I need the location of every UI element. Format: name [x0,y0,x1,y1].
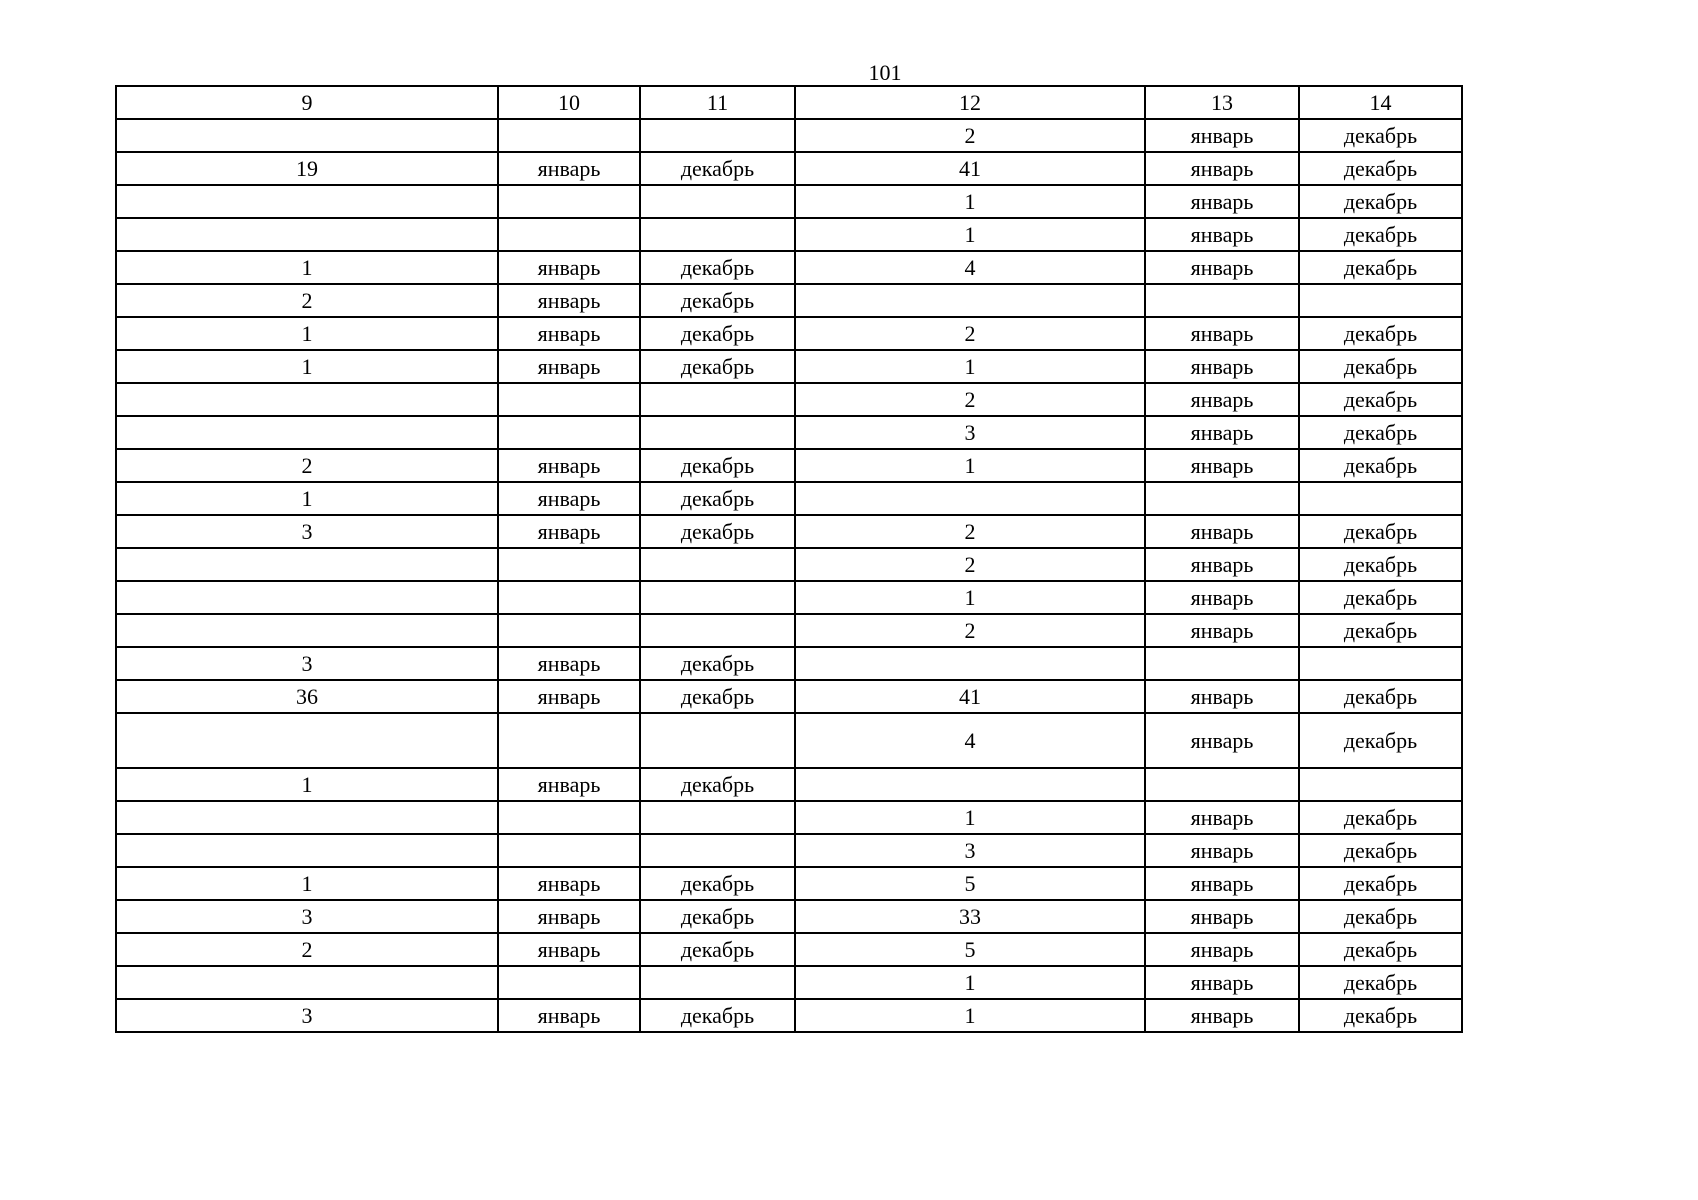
table-cell: январь [498,515,640,548]
table-cell: 2 [116,449,498,482]
table-cell: 3 [116,515,498,548]
table-cell: январь [1145,933,1299,966]
table-cell: январь [1145,317,1299,350]
table-cell [498,218,640,251]
table-cell: декабрь [640,768,795,801]
table-cell: январь [1145,383,1299,416]
table-cell: январь [1145,834,1299,867]
table-cell [640,416,795,449]
table-cell: декабрь [640,251,795,284]
table-cell [1299,284,1462,317]
table-cell [1299,482,1462,515]
table-cell [116,548,498,581]
table-cell: декабрь [1299,614,1462,647]
table-row [116,900,1462,933]
table-cell [116,119,498,152]
table-cell: декабрь [1299,834,1462,867]
table-cell: январь [1145,614,1299,647]
table-cell: январь [498,449,640,482]
table-cell [498,614,640,647]
table-cell [640,834,795,867]
table-cell: 41 [795,152,1145,185]
table-row [116,317,1462,350]
table-cell: 3 [795,416,1145,449]
table-cell [498,416,640,449]
table-cell [116,713,498,768]
table-cell: январь [498,900,640,933]
table-cell [795,482,1145,515]
table-cell [498,185,640,218]
table-cell [640,548,795,581]
table-cell [1145,647,1299,680]
table-cell [116,383,498,416]
table-cell: 1 [116,768,498,801]
table-cell: декабрь [640,449,795,482]
table-cell: 3 [116,999,498,1032]
table-cell: январь [1145,801,1299,834]
table-cell: январь [1145,999,1299,1032]
table-cell: 2 [116,933,498,966]
table-cell: декабрь [640,482,795,515]
table-cell: январь [498,482,640,515]
table-row [116,383,1462,416]
table-row [116,482,1462,515]
table-cell: январь [498,768,640,801]
table-cell: декабрь [640,350,795,383]
table-cell: декабрь [1299,680,1462,713]
table-cell: 1 [116,350,498,383]
table-cell: декабрь [1299,185,1462,218]
table-cell [116,218,498,251]
table-cell: 2 [116,284,498,317]
table-cell: январь [498,350,640,383]
table-header-row [116,86,1462,119]
table-row [116,152,1462,185]
column-header: 10 [498,86,640,119]
table-cell: 2 [795,383,1145,416]
table-cell: 2 [795,515,1145,548]
table-cell: декабрь [640,152,795,185]
table-cell [116,185,498,218]
table-cell [640,119,795,152]
table-cell: 2 [795,119,1145,152]
table-cell: 1 [795,966,1145,999]
table-cell [640,614,795,647]
table-cell: 2 [795,614,1145,647]
table-cell: январь [498,933,640,966]
table-cell: декабрь [1299,713,1462,768]
table-cell: январь [1145,713,1299,768]
table-cell: 3 [795,834,1145,867]
table-row [116,647,1462,680]
table-cell [116,416,498,449]
table-cell: декабрь [1299,251,1462,284]
table-cell: декабрь [640,999,795,1032]
table-row [116,768,1462,801]
table-cell [640,185,795,218]
table-cell: 1 [116,251,498,284]
table-cell: январь [498,647,640,680]
table-cell [116,966,498,999]
table-cell [1145,768,1299,801]
table-cell: декабрь [1299,119,1462,152]
table-cell: декабрь [640,900,795,933]
table-cell [498,119,640,152]
table-cell [640,218,795,251]
table-cell: декабрь [1299,449,1462,482]
table-cell: январь [1145,581,1299,614]
column-header: 12 [795,86,1145,119]
table-row [116,801,1462,834]
table-cell: декабрь [640,867,795,900]
table-cell: декабрь [1299,966,1462,999]
table-cell: декабрь [640,933,795,966]
table-cell: декабрь [1299,416,1462,449]
table-cell: январь [1145,867,1299,900]
table-cell: декабрь [1299,933,1462,966]
table-cell: 1 [116,317,498,350]
table-cell: декабрь [1299,152,1462,185]
table-cell: январь [498,317,640,350]
table-cell [1145,482,1299,515]
table-cell: январь [1145,900,1299,933]
table-cell: декабрь [1299,801,1462,834]
table-row [116,933,1462,966]
table-cell: декабрь [1299,581,1462,614]
table-cell: декабрь [1299,383,1462,416]
table-cell: 1 [795,185,1145,218]
table-row [116,966,1462,999]
table-cell: январь [1145,218,1299,251]
page-number: 101 [868,60,902,85]
table-cell: январь [1145,152,1299,185]
table-row [116,680,1462,713]
table-cell: 36 [116,680,498,713]
table-cell: 1 [116,867,498,900]
table-row [116,867,1462,900]
table-row [116,119,1462,152]
table-row [116,416,1462,449]
table-cell [116,801,498,834]
table-cell: январь [498,680,640,713]
table-cell: 1 [795,999,1145,1032]
table-cell: 4 [795,251,1145,284]
table-cell [498,801,640,834]
column-header: 14 [1299,86,1462,119]
table-cell: 5 [795,933,1145,966]
table-cell: декабрь [1299,999,1462,1032]
column-header: 13 [1145,86,1299,119]
table-row [116,251,1462,284]
table-cell: январь [498,284,640,317]
table-row [116,834,1462,867]
table-cell [498,548,640,581]
table-row [116,515,1462,548]
table-cell: 1 [795,350,1145,383]
table-cell: декабрь [1299,900,1462,933]
table-cell: январь [498,867,640,900]
table-cell: январь [1145,449,1299,482]
table-cell [1145,284,1299,317]
table-cell: январь [1145,680,1299,713]
column-header: 9 [116,86,498,119]
table-cell [1299,768,1462,801]
table-cell: 3 [116,900,498,933]
table-row [116,614,1462,647]
table-cell: 2 [795,317,1145,350]
table-cell [640,966,795,999]
table-cell: 41 [795,680,1145,713]
table-cell: декабрь [1299,867,1462,900]
table-cell [1299,647,1462,680]
table-cell: 33 [795,900,1145,933]
table-cell [498,581,640,614]
table-cell: 1 [795,801,1145,834]
table-cell: 2 [795,548,1145,581]
table-cell: 4 [795,713,1145,768]
table-cell: январь [1145,119,1299,152]
table-cell: декабрь [640,515,795,548]
table-body [116,86,1462,1032]
table-row [116,185,1462,218]
table-cell [116,834,498,867]
table-cell: декабрь [640,680,795,713]
table-cell: 1 [795,218,1145,251]
table-cell: декабрь [1299,350,1462,383]
table-cell: декабрь [640,284,795,317]
table-cell: 3 [116,647,498,680]
table-cell: 1 [795,581,1145,614]
table-cell: январь [498,251,640,284]
table-cell: январь [1145,251,1299,284]
table-cell: декабрь [1299,548,1462,581]
table-cell [498,834,640,867]
table-row [116,581,1462,614]
table-cell: январь [1145,548,1299,581]
table-cell [116,614,498,647]
table-cell [640,383,795,416]
table-cell [640,713,795,768]
table-cell: декабрь [640,647,795,680]
table-cell: январь [498,152,640,185]
table-row [116,218,1462,251]
table-row [116,713,1462,768]
table-cell [498,713,640,768]
table-cell [498,383,640,416]
table-cell: январь [1145,350,1299,383]
table-row [116,548,1462,581]
table-row [116,284,1462,317]
table-cell: 1 [795,449,1145,482]
table-cell: январь [1145,185,1299,218]
table-cell [640,581,795,614]
table-cell: январь [498,999,640,1032]
table-cell [795,647,1145,680]
table-cell: январь [1145,966,1299,999]
table-cell: декабрь [640,317,795,350]
table-row [116,999,1462,1032]
column-header: 11 [640,86,795,119]
table-cell: январь [1145,515,1299,548]
data-table [115,85,1463,1033]
table-cell: 5 [795,867,1145,900]
table-cell: декабрь [1299,218,1462,251]
table-cell [498,966,640,999]
table-cell: январь [1145,416,1299,449]
table-cell: 1 [116,482,498,515]
table-row [116,350,1462,383]
table-row [116,449,1462,482]
table-cell [795,284,1145,317]
table-cell [116,581,498,614]
table-cell: декабрь [1299,515,1462,548]
table-cell: 19 [116,152,498,185]
table-cell: декабрь [1299,317,1462,350]
table-cell [795,768,1145,801]
table-cell [640,801,795,834]
